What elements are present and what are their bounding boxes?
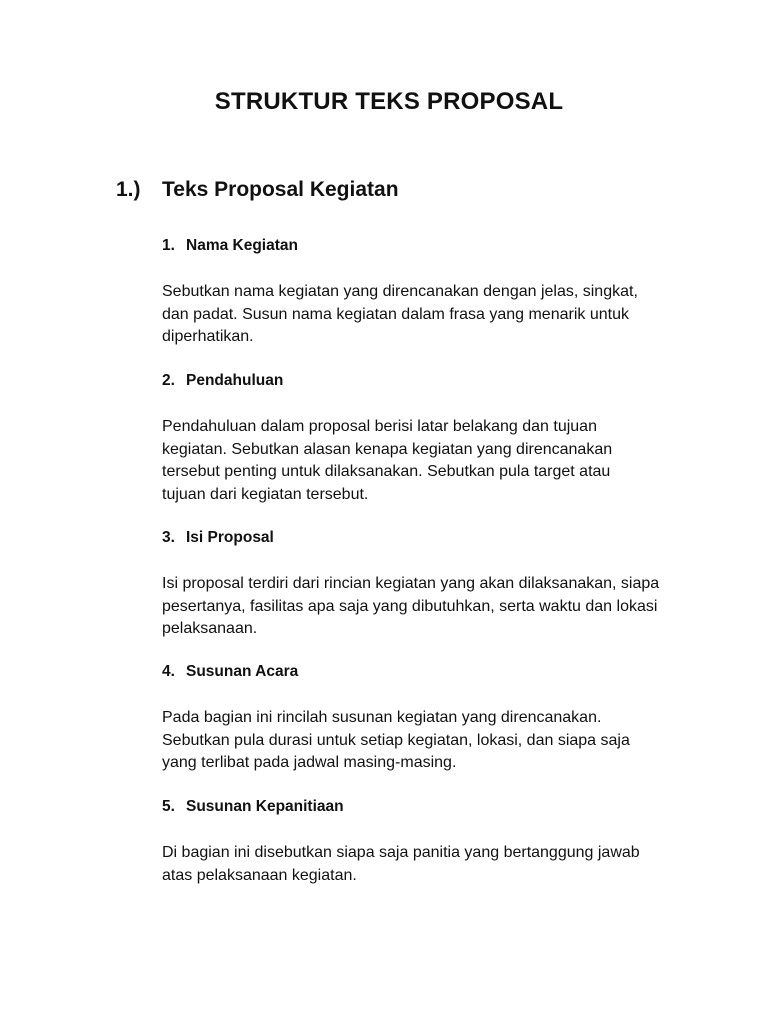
item-paragraph <box>162 842 682 887</box>
item-title: Nama Kegiatan <box>186 237 298 254</box>
paragraph-line: diperhatikan. <box>162 328 254 345</box>
paragraph-line: yang terlibat pada jadwal masing-masing. <box>162 754 457 771</box>
item-title: Susunan Kepanitiaan <box>186 798 344 815</box>
item-susunan-kepanitiaan <box>162 797 682 887</box>
paragraph-line: tujuan dari kegiatan tersebut. <box>162 485 369 503</box>
item-number: 3. <box>162 529 175 546</box>
item-isi-proposal <box>162 528 682 641</box>
item-susunan-acara <box>162 662 682 775</box>
paragraph-line: Pendahuluan dalam proposal berisi latar belakang dan tujuan <box>162 418 597 435</box>
section-number: 1.) <box>116 178 141 201</box>
paragraph-line: tersebut penting untuk dilaksanakan. Sebutkan pula target atau <box>162 463 611 480</box>
item-number: 5. <box>162 798 175 815</box>
paragraph-line: Isi proposal terdiri dari rincian kegiatan yang akan dilaksanakan, siapa <box>162 575 660 592</box>
item-heading <box>162 528 682 548</box>
item-paragraph <box>162 416 682 506</box>
item-title: Susunan Acara <box>186 663 299 680</box>
paragraph-line: pesertanya, fasilitas apa saja yang dibutuhkan, serta waktu dan lokasi <box>162 597 658 615</box>
item-number: 2. <box>162 372 175 389</box>
section-title: Teks Proposal Kegiatan <box>162 178 399 201</box>
paragraph-line: Sebutkan pula durasi untuk setiap kegiatan, lokasi, dan siapa saja <box>162 731 630 749</box>
section-heading <box>116 178 399 202</box>
item-nama-kegiatan <box>162 236 682 349</box>
item-paragraph <box>162 707 682 775</box>
item-heading <box>162 371 682 391</box>
item-pendahuluan <box>162 371 682 506</box>
item-number: 4. <box>162 663 175 680</box>
item-paragraph <box>162 281 682 349</box>
item-paragraph <box>162 573 682 641</box>
item-heading <box>162 662 682 682</box>
document-title: STRUKTUR TEKS PROPOSAL <box>214 88 564 115</box>
paragraph-line: kegiatan. Sebutkan alasan kenapa kegiatan yang direncanakan <box>162 440 613 458</box>
paragraph-line: Pada bagian ini rincilah susunan kegiatan yang direncanakan. <box>162 709 602 726</box>
paragraph-line: atas pelaksanaan kegiatan. <box>162 866 357 884</box>
item-number: 1. <box>162 237 175 254</box>
item-title: Isi Proposal <box>186 529 274 546</box>
paragraph-line: Di bagian ini disebutkan siapa saja panitia yang bertanggung jawab <box>162 844 640 861</box>
paragraph-line: Sebutkan nama kegiatan yang direncanakan dengan jelas, singkat, <box>162 283 638 300</box>
item-heading <box>162 236 682 256</box>
item-heading <box>162 797 682 817</box>
paragraph-line: dan padat. Susun nama kegiatan dalam frasa yang menarik untuk <box>162 305 629 323</box>
item-title: Pendahuluan <box>186 372 284 389</box>
paragraph-line: pelaksanaan. <box>162 620 258 637</box>
